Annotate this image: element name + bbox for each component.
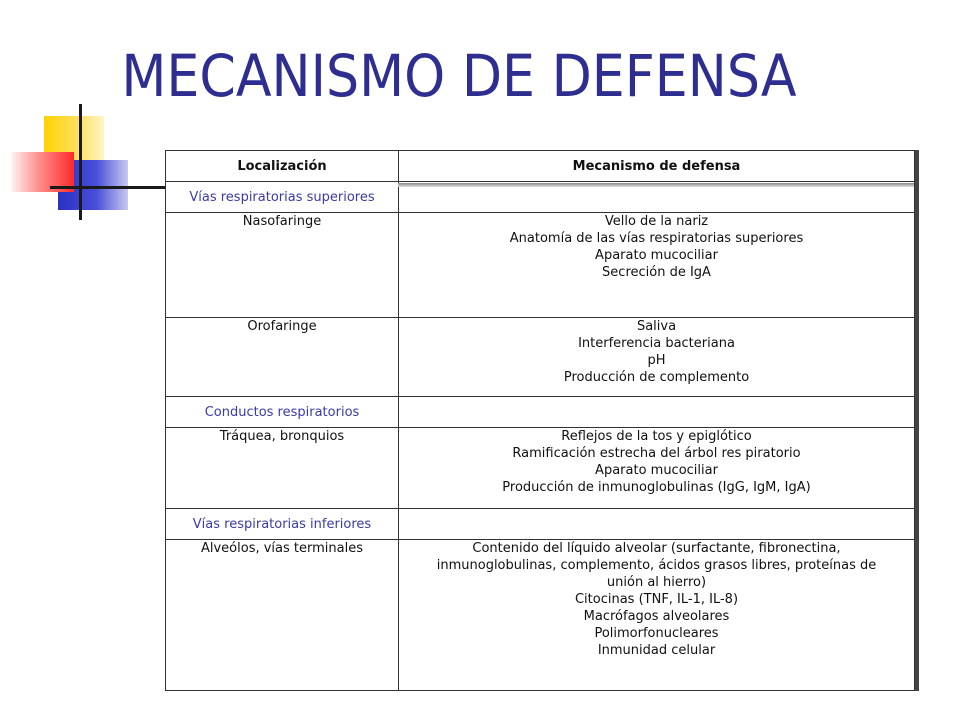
- vertical-line: [79, 104, 82, 220]
- table-row-orofaringe: [166, 318, 915, 397]
- section-row-lower: [166, 509, 915, 540]
- table-header-row: [166, 151, 915, 182]
- mechanism-line: Aparato mucociliar: [595, 463, 718, 478]
- horizontal-line: [50, 186, 165, 189]
- mechanism-line: inmunoglobulinas, complemento, ácidos grasos libres, proteínas de: [436, 558, 877, 573]
- mechanism-line: Saliva: [636, 319, 677, 334]
- section-row-conducts: [166, 397, 915, 428]
- location-cell: Alveólos, vías terminales: [166, 540, 399, 691]
- table-row-nasofaringe: [166, 213, 915, 318]
- mechanism-cell: [399, 428, 915, 509]
- mechanism-line: Citocinas (TNF, IL-1, IL-8): [574, 592, 739, 607]
- mechanism-line: Inmunidad celular: [597, 643, 716, 658]
- mechanism-line: Contenido del líquido alveolar (surfactante, fibronectina,: [472, 541, 841, 556]
- header-mecanismo: Mecanismo de defensa: [399, 151, 915, 182]
- mechanism-line: pH: [647, 353, 666, 368]
- header-localizacion: Localización: [166, 151, 399, 182]
- section-blank-cell: [399, 509, 915, 540]
- mechanism-cell: [399, 540, 915, 691]
- mechanism-line: Polimorfonucleares: [594, 626, 719, 641]
- mechanism-line: Secreción de IgA: [602, 265, 711, 280]
- mechanism-line: unión al hierro): [606, 575, 707, 590]
- defense-mechanisms-table: [165, 150, 915, 691]
- mechanism-line: Interferencia bacteriana: [578, 336, 735, 351]
- mechanism-cell: [399, 318, 915, 397]
- table-inner-shadow: [398, 183, 914, 187]
- location-cell: Tráquea, bronquios: [166, 428, 399, 509]
- mechanism-line: Reflejos de la tos y epiglótico: [561, 429, 752, 444]
- mechanism-line: Producción de inmunoglobulinas (IgG, IgM, IgA): [502, 480, 811, 495]
- mechanism-line: Macrófagos alveolares: [583, 609, 730, 624]
- location-cell: Orofaringe: [166, 318, 399, 397]
- table-row-traquea: [166, 428, 915, 509]
- mechanism-line: Anatomía de las vías respiratorias superiores: [509, 231, 804, 246]
- table-row-alveolos: [166, 540, 915, 691]
- mechanism-line: Aparato mucociliar: [595, 248, 718, 263]
- mechanism-line: Ramificación estrecha del árbol res piratorio: [512, 446, 801, 461]
- section-blank-cell: [399, 397, 915, 428]
- section-label-upper: Vías respiratorias superiores: [166, 182, 399, 213]
- mechanism-cell: [399, 213, 915, 318]
- section-label-conducts: Conductos respiratorios: [166, 397, 399, 428]
- mechanism-line: Producción de complemento: [563, 370, 750, 385]
- section-label-lower: Vías respiratorias inferiores: [166, 509, 399, 540]
- slide-title: MECANISMO DE DEFENSA: [121, 42, 797, 110]
- mechanism-line: Vello de la nariz: [604, 214, 709, 229]
- location-cell: Nasofaringe: [166, 213, 399, 318]
